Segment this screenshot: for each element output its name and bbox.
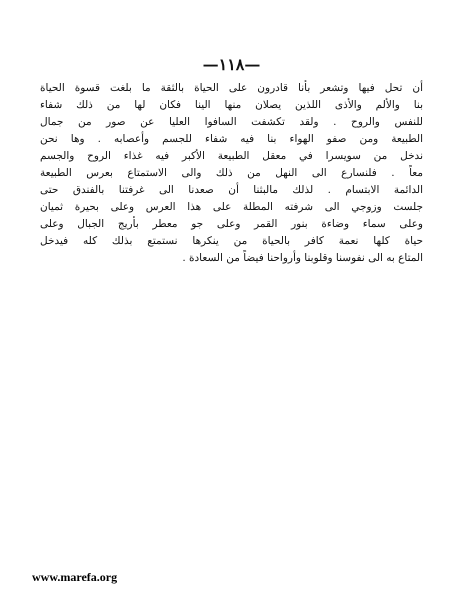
text-line: حياة كلها نعمة كافر بالحياة من ينكرها نستمتع بذلك كله فيدخل (40, 235, 423, 247)
text-line: جلست وزوجي الى شرفته المطلة على هذا العرس وعلى بحيرة ثميان (40, 201, 423, 213)
text-line: المتاع به الى نفوسنا وقلوبنا وأرواحنا فيضاً من السعادة . (182, 252, 423, 264)
text-line: الدائمة الابتسام . لذلك مالبثنا أن صعدنا الى غرفتنا بالفندق حتى (40, 184, 423, 196)
text-line: ندخل من سويسرا في معقل الطبيعة الأكبر فيه غذاء الروح والجسم (40, 150, 423, 162)
text-line: معاً . فلنسارع الى النهل من ذلك والى الاستمتاع بعرس الطبيعة (40, 167, 423, 179)
footer-url[interactable]: www.marefa.org (32, 570, 118, 584)
page-number: —١١٨— (202, 55, 261, 74)
text-line: وعلى سماء وضاءة بنور القمر وعلى جو معطر بأريج الجبال وعلى (40, 218, 423, 230)
body-text (40, 80, 423, 267)
text-line: الطبيعة ومن صفو الهواء بنا فيه شفاء للجسم وأعصابه . وها نحن (40, 133, 423, 145)
text-line: للنفس والروح . ولقد تكشفت السافوا العليا عن صور من جمال (40, 116, 423, 128)
text-line: أن تحل فيها وتشعر بأنا قادرون على الحياة بالثقة ما بلغت قسوة الحياة (40, 82, 423, 94)
text-line: بنا والألم والأذى اللذين يصلان منها الينا فكان لها من ذلك شفاء (40, 99, 423, 111)
